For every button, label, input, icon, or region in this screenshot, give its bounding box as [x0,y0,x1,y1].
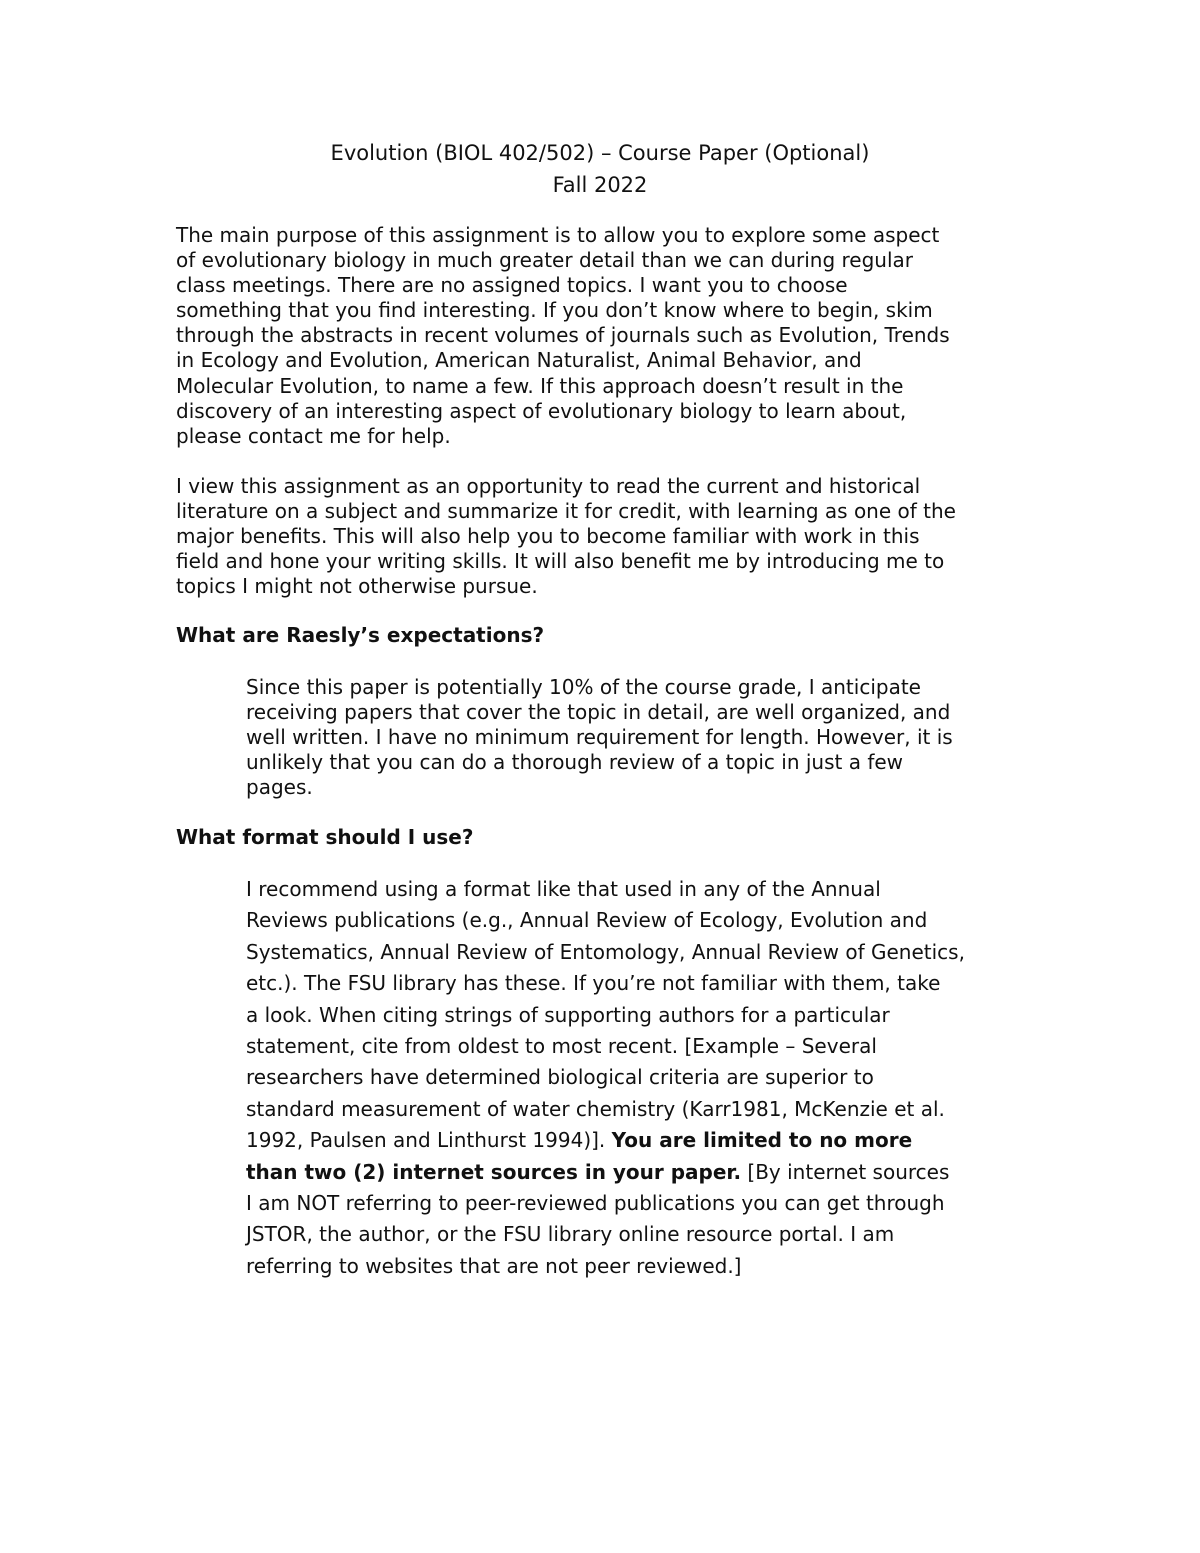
text-line: of evolutionary biology in much greater detail than we can during regular [176,248,913,273]
text-line: Molecular Evolution, to name a few. If this approach doesn’t result in the [176,373,904,398]
text-line: through the abstracts in recent volumes of journals such as Evolution, Trends [176,323,950,348]
citation-text: 1992, Paulsen and Linthurst 1994)]. [246,1128,612,1153]
text-line: topics I might not otherwise pursue. [176,574,538,599]
text-line: researchers have determined biological criteria are superior to [246,1065,874,1090]
text-line: I am NOT referring to peer-reviewed publications you can get through [246,1191,945,1216]
text-line: referring to websites that are not peer reviewed.] [246,1253,742,1278]
text-line: etc.). The FSU library has these. If you’re not familiar with them, take [246,971,941,996]
text-line: standard measurement of water chemistry (Karr1981, McKenzie et al. [246,1096,945,1121]
format-heading: What format should I use? [176,825,474,849]
text-line: literature on a subject and summarize it for credit, with learning as one of the [176,499,956,524]
text-line: in Ecology and Evolution, American Naturalist, Animal Behavior, and [176,348,862,373]
text-line: discovery of an interesting aspect of evolutionary biology to learn about, [176,398,907,423]
text-line: pages. [246,775,313,800]
text-line: The main purpose of this assignment is to allow you to explore some aspect [176,223,940,247]
text-line: unlikely that you can do a thorough review of a topic in just a few [246,750,904,775]
text-line [246,1157,1046,1188]
text-line: please contact me for help. [176,423,451,448]
expectations-heading: What are Raesly’s expectations? [176,623,545,647]
text-line: Since this paper is potentially 10% of the course grade, I anticipate [246,675,921,699]
intro-paragraph [176,223,1036,449]
text-line: a look. When citing strings of supporting authors for a particular [246,1002,890,1027]
document-title: Evolution (BIOL 402/502) – Course Paper (Optional) [330,141,870,165]
text-line [246,1125,1046,1156]
text-line: field and hone your writing skills. It will also benefit me by introducing me to [176,549,945,574]
internet-limit-text: than two (2) internet sources in your paper. [246,1159,742,1184]
document-term: Fall 2022 [552,173,648,197]
purpose-paragraph [176,474,1036,599]
text-line: class meetings. There are no assigned topics. I want you to choose [176,273,848,298]
text-line: statement, cite from oldest to most recent. [Example – Several [246,1034,877,1059]
text-line: something that you find interesting. If you don’t know where to begin, skim [176,298,933,323]
text-line: Systematics, Annual Review of Entomology, Annual Review of Genetics, [246,939,965,964]
internet-definition-text: [By internet sources [741,1159,950,1184]
text-line: Reviews publications (e.g., Annual Review of Ecology, Evolution and [246,908,928,933]
internet-limit-text: You are limited to no more [611,1128,913,1153]
text-line: JSTOR, the author, or the FSU library online resource portal. I am [246,1222,895,1247]
text-line: well written. I have no minimum requirement for length. However, it is [246,725,953,750]
expectations-paragraph [246,675,1046,800]
text-line: I recommend using a format like that used in any of the Annual [246,877,881,901]
text-line: receiving papers that cover the topic in detail, are well organized, and [246,700,951,725]
format-paragraph [246,874,1046,1282]
text-line: I view this assignment as an opportunity to read the current and historical [176,474,921,498]
text-line: major benefits. This will also help you to become familiar with work in this [176,524,920,549]
